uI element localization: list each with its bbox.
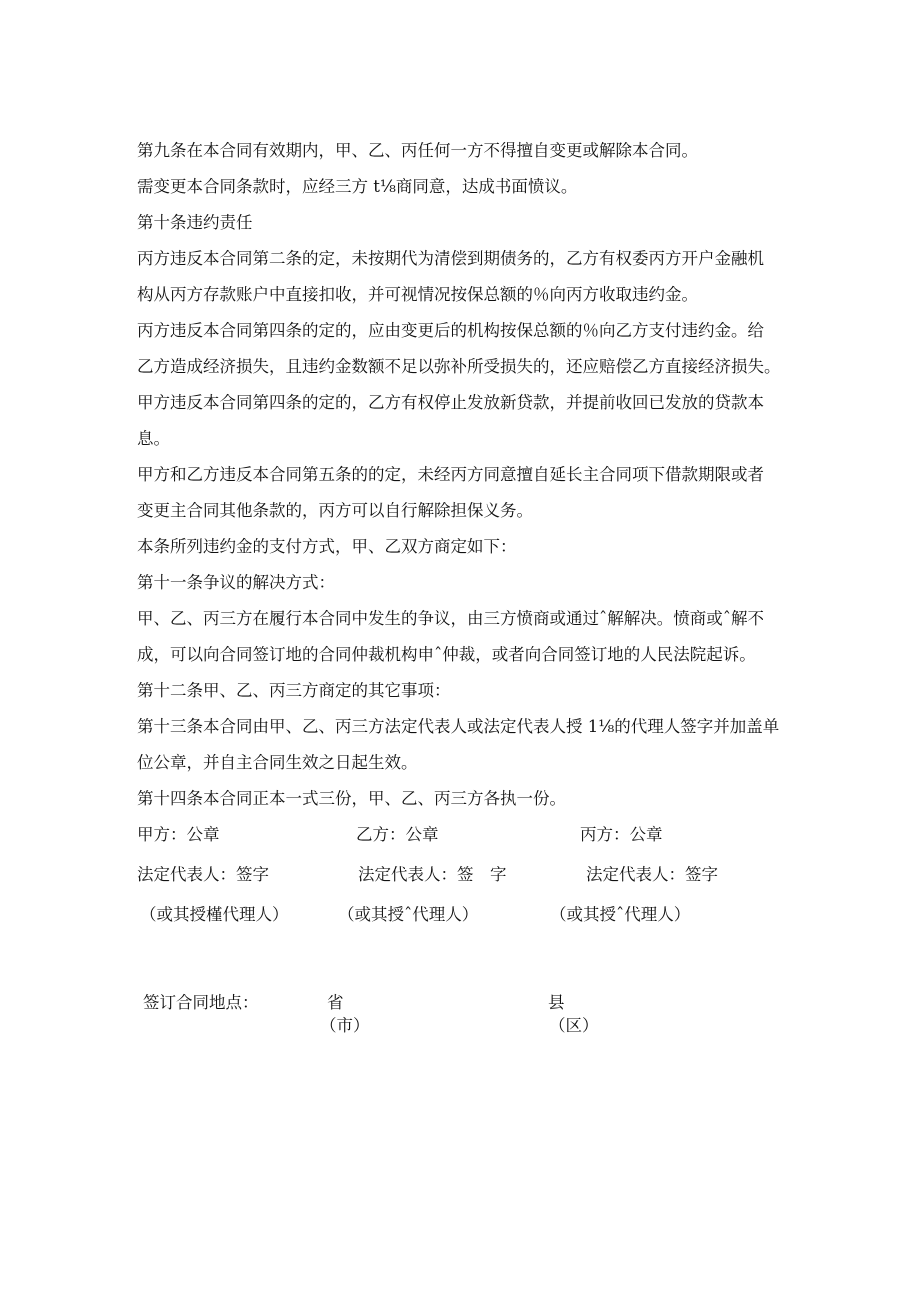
clause-10-para-1-line-2: 构从丙方存款账户中直接扣收，并可视情况按保总额的％向丙方收取违约金。: [137, 285, 698, 304]
clause-9-line-2: 需变更本合同条款时，应经三方 t⅛商同意，达成书面愤议。: [137, 177, 578, 196]
clause-11-heading: 第十一条争议的解决方式：: [137, 573, 335, 592]
clause-9-line-1: 第九条在本合同有效期内，甲、乙、丙任何一方不得擅自变更或解除本合同。: [137, 141, 698, 160]
clause-11-para-line-1: 甲、乙、丙三方在履行本合同中发生的争议，由三方愤商或通过ˆ解解决。愤商或ˆ解不: [137, 609, 764, 628]
party-c-agent: （或其授ˆ代理人）: [550, 905, 691, 924]
location-city: （市）: [320, 1016, 370, 1035]
party-c-representative: 法定代表人：签字: [586, 865, 718, 884]
party-b-agent: （或其授ˆ代理人）: [338, 905, 479, 924]
clause-10-para-3-line-1: 甲方违反本合同第四条的定的，乙方有权停止发放新贷款，并提前收回已发放的贷款本: [137, 393, 764, 412]
location-county: 县: [548, 993, 565, 1012]
clause-10-para-2-line-2: 乙方造成经济损失，且违约金数额不足以弥补所受损失的，还应赔偿乙方直接经济损失。: [137, 357, 781, 376]
clause-10-para-5: 本条所列违约金的支付方式，甲、乙双方商定如下：: [137, 537, 517, 556]
clause-10-para-1-line-1: 丙方违反本合同第二条的定，未按期代为清偿到期债务的，乙方有权委丙方开户金融机: [137, 249, 764, 268]
clause-10-para-2-line-1: 丙方违反本合同第四条的定的，应由变更后的机构按保总额的％向乙方支付违约金。给: [137, 321, 764, 340]
clause-14-line: 第十四条本合同正本一式三份，甲、乙、丙三方各执一份。: [137, 789, 566, 808]
party-a-agent: （或其授槿代理人）: [140, 905, 289, 924]
party-a-representative: 法定代表人：签字: [137, 865, 269, 884]
location-province: 省: [327, 993, 344, 1012]
signing-location-label: 签订合同地点：: [143, 993, 259, 1012]
clause-10-para-4-line-2: 变更主合同其他条款的，丙方可以自行解除担保义务。: [137, 501, 533, 520]
clause-10-para-4-line-1: 甲方和乙方违反本合同第五条的的定，未经丙方同意擅自延长主合同项下借款期限或者: [137, 465, 764, 484]
party-c-seal: 丙方：公章: [580, 825, 663, 844]
clause-13-line-1: 第十三条本合同由甲、乙、丙三方法定代表人或法定代表人授 1⅛的代理人签字并加盖单: [137, 717, 780, 736]
clause-11-para-line-2: 成，可以向合同签订地的合同仲裁机构申ˆ仲裁，或者向合同签订地的人民法院起诉。: [137, 645, 756, 664]
clause-10-para-3-line-2: 息。: [137, 429, 170, 448]
clause-13-line-2: 位公章，并自主合同生效之日起生效。: [137, 753, 418, 772]
party-a-seal: 甲方：公章: [137, 825, 220, 844]
clause-10-heading: 第十条违约责任: [137, 213, 253, 232]
clause-12-heading: 第十二条甲、乙、丙三方商定的其它事项：: [137, 681, 451, 700]
party-b-representative: 法定代表人：签 字: [358, 865, 507, 884]
location-district: （区）: [549, 1016, 599, 1035]
party-b-seal: 乙方：公章: [356, 825, 439, 844]
